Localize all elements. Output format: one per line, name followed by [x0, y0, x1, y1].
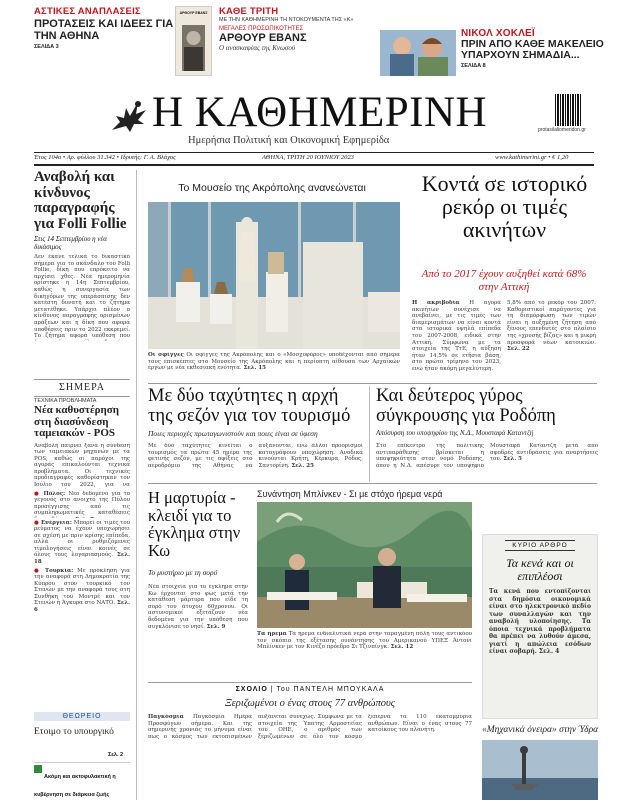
masthead-subtitle: Ημερήσια Πολιτική και Οικονομική Εφημερίδα — [188, 135, 390, 146]
column-author: Του ΠΑΝΤΕΛΗ ΜΠΟΥΚΑΛΑ — [276, 686, 385, 693]
teaser-kicker: ΑΣΤΙΚΕΣ ΑΝΑΠΛΑΣΕΙΣ — [34, 6, 141, 17]
brief-ref — [75, 517, 94, 518]
barcode — [555, 94, 581, 126]
kos-body — [148, 584, 248, 676]
column-body: Παγκόσμια Παγκόσμια Ημέρα Προσφύγων σήμερα. Και της σημερινής χρονιάς το μήνυμα είναι πως ο κόσμος των εκτοπισμένων αυξάνεται συνεχώς. Σύμφωνα με τα στοιχεία της Ύπατης Αρμοστείας του ΟΗΕ, ο αριθμός των ξεριζωμένων σε όλο τον κόσμο ξεπερνά τα 110 εκατομμύρια ανθρώπων. Είναι ο ένας στους 77 κατοίκους του πλανήτη. — [148, 714, 472, 740]
brief-turkey: ● Τουρκία: Με πρόκληση για την αναφορά στη Δημοκρατία της Κύπρου στον τουρκικό τον Στενών με την αναφορά τους στη Συνθήκη του Μοντρέ και τον Στενών ή Άγκυρα στο ΝΑΤΟ. Σελ. 6 — [34, 567, 130, 614]
hydra-headline[interactable]: «Μηχανικά όνειρα» στην Ύδρα — [482, 725, 599, 735]
rhodope-body — [376, 443, 598, 479]
editorial-body — [489, 588, 591, 700]
teaser-page: ΣΕΛΙΔΑ 3 — [34, 44, 59, 50]
lead-headline[interactable]: Κοντά σε ιστορικό ρεκόρ οι τιμές ακινήτων — [421, 171, 588, 242]
brief-energy: ● Ενέργεια: Μπορεί οι τιμές του ρεύματος να έχουν υποχωρήσει σε σχέση με πριν κρίσης επίπεδα, αλλά οι ρυθμιζόμενες τιμολογήσεις είναι κοινές σε όλους τους λογαριασμούς. Σελ. 18 — [34, 519, 130, 566]
brief-label: Ενέργεια: — [40, 519, 72, 526]
edition-founder: Ιδρυτής: Γ. Α. Βλάχος — [120, 154, 176, 161]
kos-sub: Το μυστήριο με τη σορό — [148, 568, 218, 577]
theoria-headline[interactable]: Ετοιμο το υπουργικό — [34, 727, 114, 737]
lead-body-text: Η αγορά ακινήτων συνέχισε να ανεβαίνει, με τις τιμές των διαμερισμάτων να είναι κοντά στα ιστορικά υψηλά επίπεδα του 2007-2008, ειδικά στην Αττική. Σύμφωνα με τα στοιχεία της ΤτΕ, η αύξηση ήταν 14,5% σε ετήσια βάση, στο πρώτο τρίμηνο του 2023, ενώ ήταν ακόμη μεγαλύτερη. — [412, 300, 501, 372]
theoria-ref: Σελ. 2 — [108, 752, 124, 758]
editorial-label: ΚΥΡΙΟ ΑΡΘΡΟ — [505, 540, 575, 551]
editorial-box — [482, 534, 598, 719]
masthead-title: Η ΚΑΘΗΜΕΡΙΝΗ — [152, 89, 488, 136]
rhodope-ref: Σελ. 5 — [503, 456, 522, 463]
lead-ref: Σελ. 22 — [507, 346, 530, 353]
teaser-sub: Ο ανασκαφέας της Κνωσού — [219, 44, 296, 52]
blinken-label: Συνάντηση Μπλίνκεν - Σι με στόχο ήρεμα νερά — [257, 489, 443, 499]
blinken-photo[interactable] — [257, 502, 472, 628]
phoenix-logo-icon — [108, 96, 150, 136]
tech-brief — [34, 398, 130, 614]
lead-body-col1: Η ακριβοδία Η αγορά ακινήτων συνέχισε να ανεβαίνει, με τις τιμές των διαμερισμάτων να είναι κοντά στα ιστορικά υψηλά επίπεδα του 2007-2008, ειδικά στην Αττική. Σύμφωνα με τα στοιχεία της ΤτΕ, η αύξηση ήταν 14,5% σε ετήσια βάση, στο πρώτο τρίμηνο του 2023, ενώ ήταν ακόμη μεγαλύτερη. — [412, 300, 501, 372]
kos-ref: Σελ. 9 — [206, 623, 226, 630]
tech-kicker: ΤΕΧΝΙΚΑ ΠΡΟΒΛΗΜΑΤΑ — [34, 398, 97, 404]
tech-body-text: Αναβολή παίρνει ξανά η σύνδεση των ταμειακών μηχανών με τα POS, καθώς οι παρόχοι της αγοράς επικαλούνται τεχνικά προβλήματα. Οι τεχνικές προδιαγραφές καθορίστηκαν τον Ιούλιο του 2022, για να — [34, 442, 130, 489]
edition-price: www.kathimerini.gr • € 1,20 — [495, 154, 569, 161]
book-title: ΑΡΘΟΥΡ ΕΒΑΝΣ — [179, 11, 208, 15]
blinken-ref: Σελ. 12 — [390, 644, 414, 651]
barcode-text: protasilaliomeridon.gr — [538, 127, 586, 133]
rhodope-body-text: Στο επίκεντρο της πολιτικής αντιπαράθεσης βρίσκεται η υποψηφιότητα στον νομό Ροδόπης, όπου η Ν.Δ. απέσυρε τον υποψήφιο Μουσταφά Καταντζή μετά από σφοδρές αντιδράσεις για αναρτήσεις του. — [376, 443, 598, 469]
teaser-title: ΠΡΙΝ ΑΠΟ ΚΑΘΕ ΜΑΚΕΛΕΙΟ ΥΠΑΡΧΟΥΝ ΣΗΜΑΔΙΑ... — [461, 38, 604, 61]
acropolis-label: Το Μουσείο της Ακρόπολης ανανεώνεται — [178, 182, 366, 194]
edition-issue: Αρ. φύλλου 31.342 — [66, 154, 115, 161]
brief-pylos: ● Πόλος: Νέο δεδομένο για το γεγονός στο ανοιχτό της Πύλου προσέγγισης από τις συμπληρωματικές καταθέσεις — [34, 491, 130, 518]
kos-body-text: Νέα στοιχεία για το έγκλημα στην Κω έρχονται στο φως μετά την κατάθεση μάρτυρα που είδε τη σορό του άτυχου 60χρονου. Οι αστυνομικοί εξετάζουν νέα δεδομένα για την υπόθεση που συγκλόνισε το νησί. — [148, 584, 248, 630]
hydra-installation-icon — [482, 740, 598, 800]
teaser-hockley[interactable] — [461, 28, 621, 78]
rhodope-sub: Απόσυρση του υποψηφίου της Ν.Δ., Μουσταφά Καταντζή — [376, 429, 534, 437]
dateline: ΑΘΗΝΑ, ΤΡΙΤΗ 20 ΙΟΥΝΙΟΥ 2023 — [262, 154, 354, 161]
lead-sub: Από το 2017 έχουν αυξηθεί κατά 68% στην Αττική — [421, 268, 587, 293]
teaser-kids-photo[interactable] — [380, 30, 456, 76]
teaser-kicker: ΚΑΘΕ ΤΡΙΤΗ — [219, 6, 279, 17]
brief-label: Πόλος: — [43, 490, 66, 497]
tourism-ref: Σελ. 25 — [291, 462, 314, 469]
teaser-evans[interactable] — [219, 6, 369, 76]
editorial-headline[interactable]: Τα κενά και οι επιπλέοσι — [506, 556, 574, 583]
brief-text: Μπορεί οι τιμές του ρεύματος να έχουν υποχωρήσει σε σχέση με πριν κρίσης επίπεδα, αλλά οι ρυθμιζόμενες τιμολογήσεις είναι κοινές σε όλους τους λογαριασμούς. — [34, 519, 130, 559]
tourism-body-text: Με δύο ταχύτητες κινείται ο τουρισμός τα πρώτα 45 ημέρα της φετινής σεζόν, με τις αφίξεις στο αεροδρόμιο της Αθήνας να αυξάνονται, ενώ άλλοι προορισμοί καταγράφουν υποχώρηση. Ανοδικά κινούνται Κρήτη, Κέρκυρα, Ρόδος, Σαντορίνη. — [148, 443, 363, 469]
tech-body — [34, 443, 130, 489]
editorial-body-text: Τα κενά που εντοπίζονται στα δημόσια οικονομικά είναι στο ηλεκτρονικό πεδίο των συναλλαγών και την αναβολή υλοποίησης. Τα όποια τεχνικά προβλήματα θα πρέπει να λυθούν άμεσα, γιατί η απώλεια εσόδων είναι σοβαρή. — [489, 588, 591, 655]
green-check-icon — [34, 765, 42, 773]
teaser-book-cover[interactable] — [175, 6, 212, 76]
acropolis-photo[interactable] — [148, 202, 400, 349]
meeting-photo-icon — [257, 502, 472, 628]
column-headline[interactable]: Ξεριζωμένοι ο ένας στους 77 ανθρώπους — [224, 698, 396, 709]
folli-headline[interactable]: Αναβολή και κίνδυνος παραγραφής για Folli Follie — [34, 169, 127, 232]
website-link[interactable]: www.kathimerini.gr — [495, 154, 547, 161]
green-box — [34, 762, 130, 800]
children-photo-icon — [380, 30, 456, 76]
rhodope-headline[interactable]: Και δεύτερος γύρος σύγκρουσης για Ροδόπη — [376, 386, 556, 426]
lead-body-col2 — [507, 300, 596, 378]
column-label-row: ΣΧΟΛΙΟ | Του ΠΑΝΤΕΛΗ ΜΠΟΥΚΑΛΑ — [235, 686, 385, 693]
edition-info: Έτος 104ο • Αρ. φύλλου 31.342 • Ιδρυτής: Γ. Α. Βλάχος — [34, 154, 176, 161]
teaser-page: ΣΕΛΙΔΑ 8 — [461, 63, 486, 69]
brief-text: Νέο δεδομένο για το γεγονός στο ανοιχτό της Πύλου προσέγγισης από τις συμπληρωματικές καταθέσεις — [34, 490, 130, 517]
column-label: ΣΧΟΛΙΟ — [235, 686, 268, 693]
tourism-body — [148, 443, 363, 479]
teaser-urban[interactable] — [34, 6, 184, 76]
column-body-text: Παγκόσμια Ημέρα Προσφύγων σήμερα. Και της σημερινής χρονιάς το μήνυμα είναι πως ο κόσμος των εκτοπισμένων αυξάνεται συνεχώς. Σύμφωνα με τα στοιχεία της Ύπατης Αρμοστείας του ΟΗΕ, ο αριθμός των ξεριζωμένων σε όλο τον κόσμο ξεπερνά τα 110 εκατομμύρια ανθρώπων. Είναι ο ένας στους 77 κατοίκους του πλανήτη. — [148, 714, 472, 740]
teaser-kicker: ΝΙΚΟΛ ΧΟΚΛΕΪ — [461, 28, 535, 39]
left-column — [34, 170, 130, 341]
blinken-caption-text: Τα ήρεμα ενδιαλυτικά νερά στην ταραγμένη πόλη τους αντικόου τον σκόπιο της εξέτασης ουνάντησης του Αμερικανού ΥΠΕΞ Άντονι Μπλίνκεν με τον Κινέζο πρόεδρο Σι Τζινπίνγκ. — [257, 631, 472, 651]
green-text: Ακόμη και ακτοφυλακτική η κυβέρνηση σε διάρκεια ζωής — [34, 774, 116, 798]
tech-headline[interactable]: Νέα καθυστέρηση στη διασύνδεση ταμειακών - POS — [34, 404, 120, 439]
tourism-sub: Ποιες περιοχές πρωταγωνιστούν και ποιες είναι σε ύφεση — [148, 429, 318, 438]
caption-text: Οι σφίγγες της Ακρόπολης και ο «Μοσχοφόρος» υποδέχονται από σήμερα τους επισκέπτες στο Μουσείο της Ακρόπολης και η περίοπτη αίθουσα των Αρχαϊκών έργων με νέα εκθεσιακή ενότητα. — [148, 352, 400, 372]
folli-body — [34, 254, 130, 341]
lead-body-text: 5,8% από το ρεκόρ του 2007. Καθοριστικοί παράγοντες για τη διαμόρφωση των τιμών είναι η αυξημένη ζήτηση από ξένους επενδυτές στο πλαίσιο της «χρυσής βίζας» και η μικρή προσφορά νέων κατοικιών. — [507, 300, 596, 346]
kos-headline[interactable]: Η μαρτυρία - κλειδί για το έγκλημα στην Κω — [148, 488, 241, 560]
tourism-headline[interactable]: Με δύο ταχύτητες η αρχή της σεζόν για τον τουρισμό — [148, 386, 351, 426]
folli-body-text: Δεν έκανε τελικά το δικαστικό σήμερα για το σκάνδαλο του Folli Follie, δίκη που επρόκειτο να αρχίσει χθες. Νέα ημερομηνία ορίστηκε η 14η Σεπτεμβρίου, καθώς η συνεργασία των δικηγόρων της υπεράσπισης δεν κατέστη δυνατή και το ζήτημα μετατέθηκε. Υπάρχει πλέον ο κίνδυνος παραγραφής ορισμένων πράξεων και η δίκη που αφορά υποθέσεις πριν το 2022 εκκρεμεί. Το ζήτημα αφορά υπόθεση που — [34, 254, 130, 340]
teaser-title: ΑΡΘΟΥΡ ΕΒΑΝΣ — [219, 32, 307, 44]
folli-sub: Στις 14 Σεπτεμβρίου η νέα δικάσιμος — [34, 235, 107, 251]
hydra-photo[interactable] — [482, 740, 598, 800]
price: € 1,20 — [552, 154, 569, 161]
brief-text: Με πρόκληση για την αναφορά στη Δημοκρατία της Κύπρου στον τουρκικό τον Στενών με την αναφορά τους στη Συνθήκη του Μοντρέ και τον Στενών ή Άγκυρα στο ΝΑΤΟ. — [34, 567, 130, 607]
theoria-label: ΘΕΩΡΕΙΟ — [34, 712, 130, 721]
museum-interior-icon — [148, 202, 400, 349]
blinken-caption: Τα ήρεμα Τα ήρεμα ενδιαλυτικά νερά στην ταραγμένη πόλη τους αντικόου τον σκόπιο της εξέτασης ουνάντησης του Αμερικανού ΥΠΕΞ Άντονι Μπλίνκεν με τον Κινέζο πρόεδρο Σι Τζινπίνγκ. Σελ. 12 — [257, 631, 472, 651]
portrait-icon — [176, 25, 211, 71]
brief-ref: Σελ. 18 — [34, 552, 130, 566]
edition-year: Έτος 104ο — [34, 154, 62, 161]
acropolis-caption: Οι σφίγγες Οι σφίγγες της Ακρόπολης και ο «Μοσχοφόρος» υποδέχονται από σήμερα τους επισκέπτες στο Μουσείο της Ακρόπολης και η περίοπτη αίθουσα των Αρχαϊκών έργων με νέα εκθεσιακή ενότητα. Σελ. 15 — [148, 352, 400, 372]
caption-ref: Σελ. 15 — [243, 365, 267, 372]
brief-label: Τουρκία: — [44, 567, 74, 574]
editorial-ref: Σελ. 4 — [538, 648, 560, 655]
today-label: ΣΗΜΕΡΑ — [59, 382, 105, 393]
brief-ref: Σελ. 6 — [34, 600, 130, 614]
teaser-series: ΜΕΓΑΛΕΣ ΠΡΟΣΩΠΙΚΟΤΗΤΕΣ — [219, 26, 304, 32]
teaser-subkicker: ΜΕ ΤΗΝ ΚΑΘΗΜΕΡΙΝΗ ΤΗ ΝΤΟΚΟΥΜΕΝΤΑ ΤΗΣ «Κ» — [219, 17, 354, 23]
teaser-title: ΠΡΟΤΑΣΕΙΣ ΚΑΙ ΙΔΕΕΣ ΓΙΑ ΤΗΝ ΑΘΗΝΑ — [34, 18, 174, 42]
